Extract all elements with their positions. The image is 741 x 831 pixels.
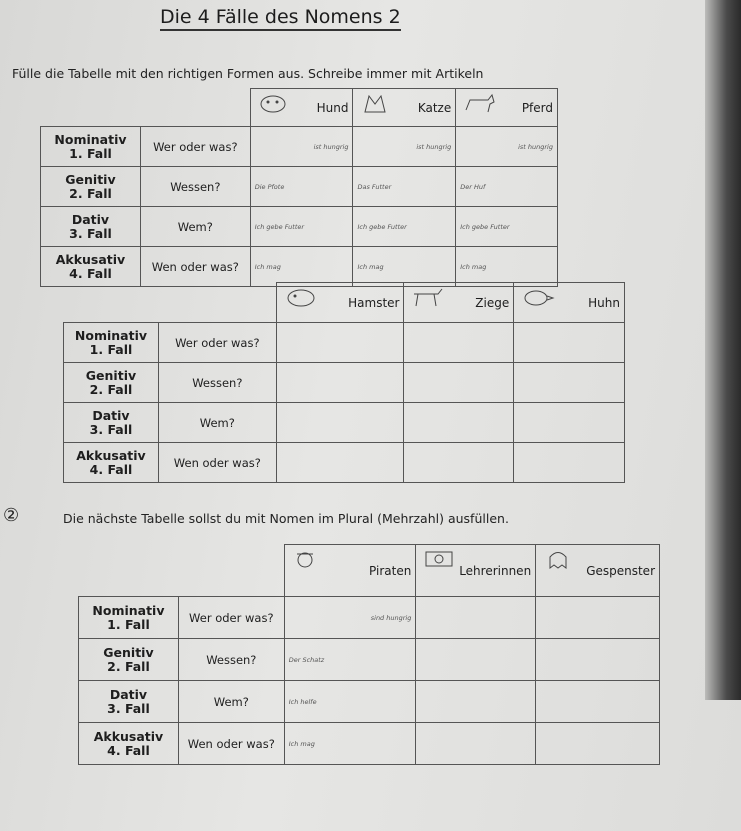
answer-cell[interactable]: Das Futter xyxy=(353,167,456,207)
case-question: Wer oder was? xyxy=(140,127,250,167)
cat-icon xyxy=(359,92,395,114)
case-name: Dativ xyxy=(71,211,110,227)
header-label: Hund xyxy=(316,100,349,115)
header-cell xyxy=(404,283,514,323)
table-row xyxy=(64,403,625,443)
answer-cell[interactable] xyxy=(536,639,660,681)
case-name: Dativ xyxy=(109,686,148,702)
header-cell xyxy=(456,89,558,127)
answer-cell[interactable] xyxy=(514,443,625,483)
case-number: 4. Fall xyxy=(107,742,150,758)
header-label: Huhn xyxy=(588,295,620,310)
case-number: 1. Fall xyxy=(69,145,112,161)
case-number: 2. Fall xyxy=(89,381,133,397)
case-number: 4. Fall xyxy=(89,461,133,477)
table-row xyxy=(64,363,625,403)
instruction-text: Fülle die Tabelle mit den richtigen Formen aus. Schreibe immer mit Artikeln xyxy=(12,66,484,81)
case-number: 3. Fall xyxy=(107,700,150,716)
answer-cell[interactable]: Ich mag xyxy=(250,247,353,287)
case-question: Wer oder was? xyxy=(178,597,284,639)
case-question: Wen oder was? xyxy=(140,247,250,287)
case-question: Wem? xyxy=(178,681,284,723)
answer-cell[interactable] xyxy=(536,681,660,723)
goat-icon xyxy=(410,286,446,308)
background-edge xyxy=(705,0,741,700)
answer-cell[interactable]: Ich helfe xyxy=(284,681,416,723)
answer-cell[interactable] xyxy=(514,363,625,403)
table-singular-1 xyxy=(40,88,558,287)
header-label: Lehrerinnen xyxy=(459,563,532,578)
case-number: 4. Fall xyxy=(69,265,112,281)
answer-cell[interactable] xyxy=(404,443,514,483)
answer-cell[interactable]: Der Huf xyxy=(456,167,558,207)
table-header-row xyxy=(79,545,660,597)
case-question: Wen oder was? xyxy=(178,723,284,765)
case-name-cell xyxy=(41,247,141,287)
table-plural xyxy=(78,544,660,765)
answer-cell[interactable]: Die Pfote xyxy=(250,167,353,207)
answer-cell[interactable] xyxy=(416,681,536,723)
answer-cell[interactable] xyxy=(416,597,536,639)
section-number: ② xyxy=(3,505,20,526)
table-header-row xyxy=(41,89,558,127)
table-row xyxy=(79,597,660,639)
table-singular-2 xyxy=(63,282,625,483)
dog-icon xyxy=(257,92,293,114)
answer-cell[interactable]: Ich gebe Futter xyxy=(456,207,558,247)
header-label: Katze xyxy=(417,100,452,115)
answer-cell[interactable] xyxy=(276,363,404,403)
header-label: Ziege xyxy=(475,295,510,310)
case-question: Wessen? xyxy=(140,167,250,207)
answer-cell[interactable]: Ich gebe Futter xyxy=(353,207,456,247)
answer-cell[interactable] xyxy=(276,403,404,443)
page-title: Die 4 Fälle des Nomens 2 xyxy=(160,6,401,31)
answer-cell[interactable]: Ich mag xyxy=(456,247,558,287)
case-name: Genitiv xyxy=(103,644,154,660)
answer-cell[interactable]: ist hungrig xyxy=(456,127,558,167)
table-row xyxy=(64,323,625,363)
case-number: 3. Fall xyxy=(69,225,112,241)
case-number: 1. Fall xyxy=(89,341,133,357)
case-name-cell xyxy=(79,723,179,765)
chicken-icon xyxy=(520,286,556,308)
case-name: Dativ xyxy=(92,407,130,423)
answer-cell[interactable] xyxy=(536,597,660,639)
table-row xyxy=(41,167,558,207)
header-cell xyxy=(284,545,416,597)
answer-cell[interactable] xyxy=(404,403,514,443)
table-row xyxy=(79,723,660,765)
answer-cell[interactable] xyxy=(404,323,514,363)
table-row xyxy=(41,207,558,247)
answer-cell[interactable]: ist hungrig xyxy=(353,127,456,167)
answer-cell[interactable] xyxy=(276,443,404,483)
case-name-cell xyxy=(41,127,141,167)
answer-cell[interactable]: ist hungrig xyxy=(250,127,353,167)
teacher-icon xyxy=(422,548,458,570)
header-cell xyxy=(276,283,404,323)
table-row xyxy=(41,127,558,167)
table-row xyxy=(64,443,625,483)
case-name: Akkusativ xyxy=(55,251,126,267)
header-cell xyxy=(353,89,456,127)
section-instruction: Die nächste Tabelle sollst du mit Nomen im Plural (Mehrzahl) ausfüllen. xyxy=(63,511,509,526)
case-question: Wem? xyxy=(158,403,276,443)
case-name-cell xyxy=(79,597,179,639)
answer-cell[interactable]: Ich gebe Futter xyxy=(250,207,353,247)
answer-cell[interactable] xyxy=(514,323,625,363)
case-name-cell xyxy=(64,323,159,363)
case-name: Nominativ xyxy=(92,602,165,618)
table-header-row xyxy=(64,283,625,323)
case-question: Wem? xyxy=(140,207,250,247)
case-name: Genitiv xyxy=(65,171,116,187)
answer-cell[interactable] xyxy=(276,323,404,363)
header-cell xyxy=(250,89,353,127)
answer-cell[interactable] xyxy=(536,723,660,765)
answer-cell[interactable] xyxy=(416,639,536,681)
answer-cell[interactable]: sind hungrig xyxy=(284,597,416,639)
pirate-icon xyxy=(291,548,327,570)
header-label: Piraten xyxy=(369,563,412,578)
header-cell xyxy=(416,545,536,597)
answer-cell[interactable] xyxy=(514,403,625,443)
case-name-cell xyxy=(64,443,159,483)
case-number: 1. Fall xyxy=(107,616,150,632)
header-label: Hamster xyxy=(348,295,400,310)
answer-cell[interactable] xyxy=(416,723,536,765)
case-question: Wen oder was? xyxy=(158,443,276,483)
header-label: Gespenster xyxy=(586,563,655,578)
case-name: Genitiv xyxy=(85,367,137,383)
case-number: 2. Fall xyxy=(69,185,112,201)
case-question: Wessen? xyxy=(158,363,276,403)
case-name: Nominativ xyxy=(74,327,148,343)
table-row xyxy=(41,247,558,287)
case-question: Wessen? xyxy=(178,639,284,681)
answer-cell[interactable]: Ich mag xyxy=(353,247,456,287)
answer-cell[interactable]: Ich mag xyxy=(284,723,416,765)
horse-icon xyxy=(462,92,498,114)
case-name: Akkusativ xyxy=(76,447,146,463)
table-row xyxy=(79,639,660,681)
answer-cell[interactable] xyxy=(404,363,514,403)
hamster-icon xyxy=(283,286,319,308)
header-cell xyxy=(514,283,625,323)
table-row xyxy=(79,681,660,723)
case-name: Nominativ xyxy=(54,131,127,147)
case-name-cell xyxy=(41,167,141,207)
case-number: 3. Fall xyxy=(89,421,133,437)
answer-cell[interactable]: Der Schatz xyxy=(284,639,416,681)
case-name-cell xyxy=(79,639,179,681)
case-name-cell xyxy=(41,207,141,247)
header-cell xyxy=(536,545,660,597)
ghost-icon xyxy=(542,548,578,570)
case-name: Akkusativ xyxy=(93,728,164,744)
case-number: 2. Fall xyxy=(107,658,150,674)
header-label: Pferd xyxy=(521,100,553,115)
case-name-cell xyxy=(64,403,159,443)
case-name-cell xyxy=(79,681,179,723)
case-name-cell xyxy=(64,363,159,403)
case-question: Wer oder was? xyxy=(158,323,276,363)
